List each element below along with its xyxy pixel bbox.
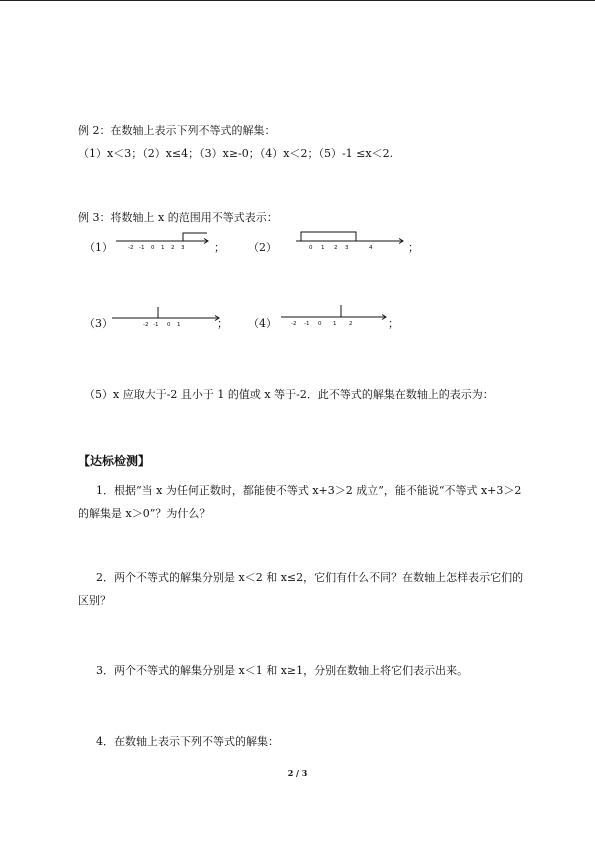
axis3-tick-label: -2 [143, 322, 149, 328]
separator: ； [408, 241, 419, 254]
question-1-line-2: 的解集是 x＞0”？为什么？ [78, 507, 211, 520]
axis2-tick-label: 0 [309, 245, 313, 251]
axis4-tick-label: 2 [349, 321, 353, 327]
axis2-tick-label: 4 [369, 245, 373, 251]
axis3-tick-label: 0 [167, 322, 171, 328]
page-top-rule [0, 0, 595, 1]
separator: ； [214, 241, 225, 254]
number-line-2 [296, 228, 408, 252]
axis1-tick-label: 2 [171, 245, 175, 251]
axis3-tick-label: 1 [177, 322, 181, 328]
number-line-4 [281, 302, 391, 330]
example3-label-2: （2） [248, 241, 277, 254]
axis1-tick-label: 1 [161, 245, 165, 251]
axis4-tick-label: -1 [304, 321, 310, 327]
question-1-line-1: 1．根据“当 x 为任何正数时，都能使不等式 x+3＞2 成立”，能不能说“不等式 x+3＞2 [96, 484, 522, 497]
question-2-line-1: 2．两个不等式的解集分别是 x＜2 和 x≤2，它们有什么不同？在数轴上怎样表示它们的 [96, 571, 524, 584]
axis2-tick-label: 3 [345, 245, 349, 251]
separator: ； [388, 317, 399, 330]
separator: ； [217, 317, 228, 330]
axis1-tick-label: 3 [181, 245, 185, 251]
example3-label-4: （4） [248, 317, 277, 330]
question-4: 4．在数轴上表示下列不等式的解集： [96, 735, 279, 748]
section-heading: 【达标检测】 [78, 454, 151, 468]
example3-label-1: （1） [84, 241, 113, 254]
axis1-tick-label: -2 [128, 245, 134, 251]
example3-item5: （5）x 应取大于-2 且小于 1 的值或 x 等于-2．此不等式的解集在数轴上的表示为： [84, 388, 494, 401]
axis4-tick-label: -2 [291, 321, 297, 327]
example3-label-3: （3） [84, 317, 113, 330]
example2-title: 例 2：在数轴上表示下列不等式的解集： [78, 124, 276, 137]
question-2-line-2: 区别？ [78, 594, 111, 607]
axis2-tick-label: 1 [321, 245, 325, 251]
axis4-tick-label: 1 [333, 321, 337, 327]
example3-title: 例 3：将数轴上 x 的范围用不等式表示： [78, 211, 278, 224]
number-line-3 [112, 304, 224, 330]
page-number: 2 / 3 [287, 768, 308, 778]
axis1-tick-label: -1 [139, 245, 145, 251]
axis4-tick-label: 0 [318, 321, 322, 327]
axis3-tick-label: -1 [153, 322, 159, 328]
question-3: 3．两个不等式的解集分别是 x＜1 和 x≥1，分别在数轴上将它们表示出来。 [96, 664, 469, 677]
number-line-1 [116, 228, 216, 252]
axis2-tick-label: 2 [334, 245, 338, 251]
axis1-tick-label: 0 [151, 245, 155, 251]
example2-items: （1）x＜3；（2）x≤4；（3）x≥-0；（4）x＜2；（5）-1 ≤x＜2. [78, 147, 394, 160]
